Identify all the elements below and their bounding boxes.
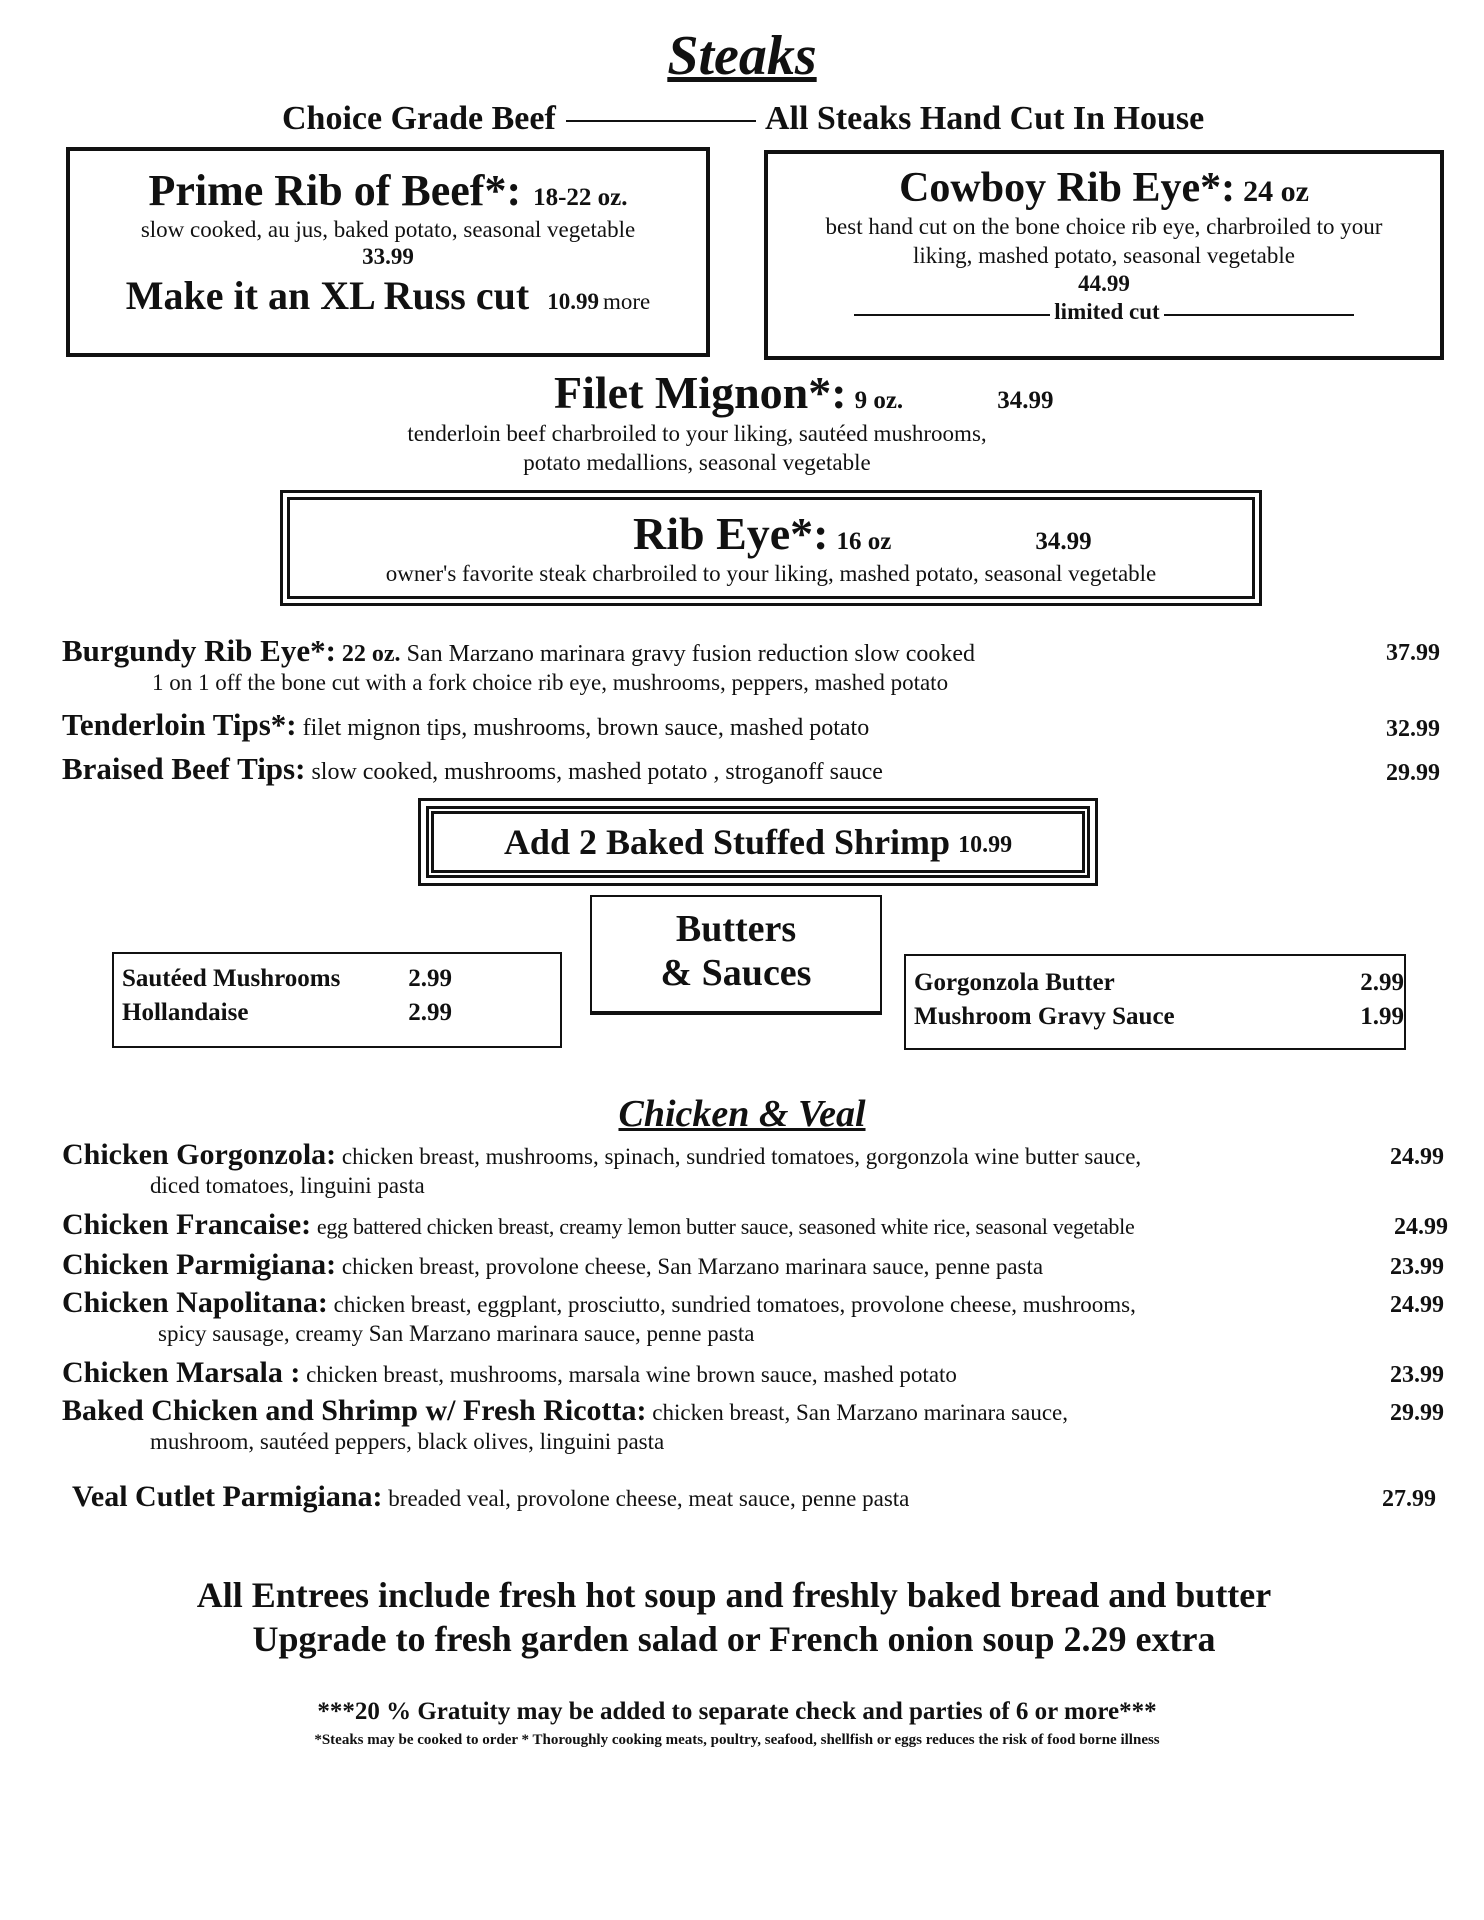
butter-name: Sautéed Mushrooms <box>122 965 341 992</box>
cowboy-size: 24 oz <box>1243 175 1309 208</box>
ribeye-box <box>280 490 1262 606</box>
shrimp-addon-box <box>418 798 1098 886</box>
item-desc: chicken breast, mushrooms, spinach, sundried tomatoes, gorgonzola wine butter sauce, <box>341 1144 1142 1169</box>
butters-right-box <box>904 954 1406 1050</box>
butter-price: 2.99 <box>408 999 452 1026</box>
item-price: 37.99 <box>1386 640 1440 666</box>
item-price: 24.99 <box>1390 1144 1444 1170</box>
item-price: 29.99 <box>1386 760 1440 786</box>
prime-rib-desc: slow cooked, au jus, baked potato, seasonal vegetable <box>140 217 636 242</box>
prime-rib-name: Prime Rib of Beef*: <box>148 166 522 215</box>
item-price: 23.99 <box>1390 1254 1444 1280</box>
upgrade-note: Upgrade to fresh garden salad or French onion soup 2.29 extra <box>252 1619 1216 1659</box>
item-sub: 1 on 1 off the bone cut with a fork choice rib eye, mushrooms, peppers, mashed potato <box>152 670 949 695</box>
cowboy-desc-2: liking, mashed potato, seasonal vegetable <box>913 243 1295 268</box>
item-sub: diced tomatoes, linguini pasta <box>150 1173 425 1198</box>
cowboy-desc-1: best hand cut on the bone choice rib eye, charbroiled to your <box>825 214 1383 239</box>
filet-mignon <box>0 366 1484 477</box>
item-desc: chicken breast, San Marzano marinara sauce, <box>652 1400 1068 1425</box>
item-desc: breaded veal, provolone cheese, meat sauce, penne pasta <box>388 1486 910 1511</box>
ribeye-name: Rib Eye*: <box>633 508 829 559</box>
xl-cut-label: Make it an XL Russ cut <box>125 273 530 318</box>
item-name: Tenderloin Tips*: <box>62 707 297 742</box>
ribeye-desc: owner's favorite steak charbroiled to your liking, mashed potato, seasonal vegetable <box>385 561 1157 586</box>
butter-item <box>122 962 452 996</box>
menu-item-braised <box>62 751 1444 787</box>
item-desc: chicken breast, mushrooms, marsala wine brown sauce, mashed potato <box>306 1362 957 1387</box>
item-desc: filet mignon tips, mushrooms, brown sauce, mashed potato <box>302 715 870 741</box>
item-name: Baked Chicken and Shrimp w/ Fresh Ricotta: <box>62 1394 647 1427</box>
item-price: 29.99 <box>1390 1400 1444 1426</box>
butter-item <box>914 966 1404 1000</box>
prime-rib-price: 33.99 <box>362 244 414 269</box>
steaks-title: Steaks <box>667 25 817 87</box>
item-price: 27.99 <box>1382 1486 1436 1512</box>
menu-item-chicken-francaise <box>62 1210 1448 1242</box>
butters-title-1: Butters <box>675 908 797 950</box>
filet-name: Filet Mignon*: <box>554 367 847 418</box>
prime-rib-box <box>66 147 710 357</box>
item-desc: egg battered chicken breast, creamy lemon butter sauce, seasoned white rice, seasonal vegetable <box>316 1214 1135 1239</box>
item-price: 32.99 <box>1386 716 1440 742</box>
item-sub: spicy sausage, creamy San Marzano marinara sauce, penne pasta <box>158 1321 755 1346</box>
item-name: Chicken Napolitana: <box>62 1286 328 1319</box>
xl-cut-price: 10.99 <box>547 289 599 314</box>
chicken-veal-title: Chicken & Veal <box>618 1093 866 1135</box>
filet-desc-2: potato medallions, seasonal vegetable <box>523 450 871 475</box>
butters-title-2: & Sauces <box>660 952 812 994</box>
butter-price: 2.99 <box>408 965 452 992</box>
filet-desc-1: tenderloin beef charbroiled to your liking, sautéed mushrooms, <box>407 421 987 446</box>
butter-item <box>122 996 452 1030</box>
tagline-right: All Steaks Hand Cut In House <box>764 100 1205 137</box>
item-name: Burgundy Rib Eye*: <box>62 633 336 668</box>
menu-item-chicken-marsala <box>62 1358 1444 1390</box>
butter-name: Mushroom Gravy Sauce <box>914 1003 1175 1030</box>
item-desc: slow cooked, mushrooms, mashed potato , stroganoff sauce <box>311 759 883 785</box>
entrees-note: All Entrees include fresh hot soup and freshly baked bread and butter <box>196 1575 1272 1615</box>
item-price: 23.99 <box>1390 1362 1444 1388</box>
butter-price: 1.99 <box>1360 1003 1404 1030</box>
item-desc: chicken breast, eggplant, prosciutto, sundried tomatoes, provolone cheese, mushrooms, <box>333 1292 1136 1317</box>
menu-item-burgundy <box>62 633 1444 697</box>
butter-price: 2.99 <box>1360 969 1404 996</box>
tagline-divider <box>566 120 756 122</box>
filet-size: 9 oz. <box>854 387 904 414</box>
cowboy-price: 44.99 <box>1078 271 1130 296</box>
menu-item-chicken-shrimp <box>62 1396 1444 1456</box>
item-size: 22 oz. <box>341 641 401 667</box>
menu-item-tenderloin <box>62 707 1444 743</box>
item-name: Chicken Gorgonzola: <box>62 1138 337 1171</box>
item-price: 24.99 <box>1394 1214 1448 1240</box>
cowboy-ribeye-box <box>764 150 1444 360</box>
item-name: Chicken Parmigiana: <box>62 1248 337 1281</box>
ribeye-size: 16 oz <box>836 528 892 555</box>
prime-rib-size: 18-22 oz. <box>533 184 628 211</box>
cowboy-name: Cowboy Rib Eye*: <box>899 165 1236 211</box>
cowboy-note: limited cut <box>1054 299 1160 324</box>
item-price: 24.99 <box>1390 1292 1444 1318</box>
filet-price: 34.99 <box>997 387 1054 414</box>
shrimp-price: 10.99 <box>958 831 1013 858</box>
butter-name: Gorgonzola Butter <box>914 969 1115 996</box>
steaks-tagline <box>282 100 1204 138</box>
butter-name: Hollandaise <box>122 999 249 1026</box>
gratuity-note: ***20 % Gratuity may be added to separate check and parties of 6 or more*** <box>317 1698 1157 1725</box>
item-sub: mushroom, sautéed peppers, black olives, linguini pasta <box>150 1429 665 1454</box>
menu-item-veal <box>72 1482 1436 1514</box>
item-name: Chicken Marsala : <box>62 1356 301 1389</box>
item-desc: San Marzano marinara gravy fusion reduction slow cooked <box>406 641 976 667</box>
item-name: Veal Cutlet Parmigiana: <box>72 1480 383 1513</box>
item-name: Braised Beef Tips: <box>62 751 306 786</box>
butters-left-box <box>112 952 562 1048</box>
item-desc: chicken breast, provolone cheese, San Marzano marinara sauce, penne pasta <box>341 1254 1044 1279</box>
item-name: Chicken Francaise: <box>62 1208 312 1241</box>
shrimp-label: Add 2 Baked Stuffed Shrimp <box>503 822 951 862</box>
menu-item-chicken-parmigiana <box>62 1250 1444 1282</box>
disclaimer: *Steaks may be cooked to order * Thoroughly cooking meats, poultry, seafood, shellfish or eggs reduces the risk of food borne illness <box>314 1732 1160 1748</box>
butter-item <box>914 1000 1404 1034</box>
menu-item-chicken-gorgonzola <box>62 1140 1444 1200</box>
butters-title-box <box>590 895 882 1015</box>
limited-divider-right <box>1164 314 1354 316</box>
ribeye-price: 34.99 <box>1035 528 1092 555</box>
tagline-left: Choice Grade Beef <box>282 100 556 137</box>
menu-item-chicken-napolitana <box>62 1288 1444 1348</box>
limited-divider-left <box>854 314 1050 316</box>
xl-cut-suffix: more <box>602 289 651 314</box>
